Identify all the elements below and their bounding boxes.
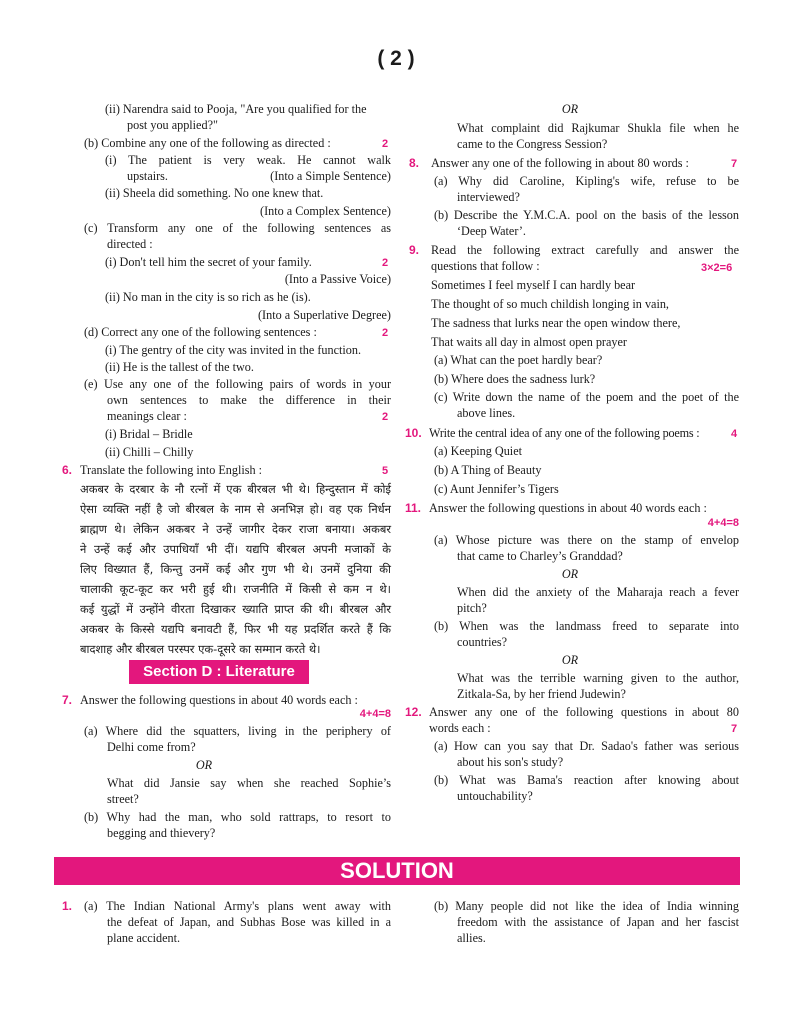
q5-c-ii: (ii) No man in the city is so rich as he (is). [105, 290, 311, 304]
q5-c-line1: (c) Transform any one of the following sentences as [84, 221, 391, 235]
solution-1-b-line1: (b) Many people did not like the idea of India winning [434, 899, 739, 913]
q11-a-line1: (a) Whose picture was there on the stamp of envelop [434, 533, 739, 547]
poem-line: That waits all day in almost open prayer [431, 335, 627, 349]
q11-a-or-line2: pitch? [457, 601, 487, 615]
q8-b-line2: ‘Deep Water’. [457, 224, 526, 238]
q5-b-i-line2: upstairs. [127, 169, 168, 183]
q7-or: OR [195, 758, 213, 772]
section-d-heading [129, 660, 309, 684]
q5-e-ii: (ii) Chilli – Chilly [105, 445, 194, 459]
q7-a-line1: (a) Where did the squatters, living in the periphery of [84, 724, 391, 738]
q7-marks: 4+4=8 [359, 708, 391, 720]
q5-b-ii: (ii) Sheela did something. No one knew that. [105, 186, 324, 200]
q9-line2: questions that follow : [431, 259, 540, 273]
q9-line1: Read the following extract carefully and answer the [431, 243, 739, 257]
q5-d-marks: 2 [382, 327, 389, 339]
solution-1-a-line3: plane accident. [107, 931, 181, 945]
q12-number: 12. [405, 705, 422, 719]
hindi-line: ब्राह्मण थे। लेकिन अकबर ने उन्हें जागीर देकर राजा बनाया। अकबर [80, 522, 391, 536]
q11-b-line2: countries? [457, 635, 508, 649]
q8-marks: 7 [731, 158, 738, 170]
q9-a: (a) What can the poet hardly bear? [434, 353, 603, 367]
q9-number: 9. [409, 243, 420, 257]
q12-line1: Answer any one of the following questions in about 80 [429, 705, 739, 719]
q9-marks: 3×2=6 [701, 262, 733, 274]
q5-c-i: (i) Don't tell him the secret of your family. [105, 255, 312, 269]
q12-b-line1: (b) What was Bama's reaction after knowing about [434, 773, 739, 787]
q11-marks: 4+4=8 [707, 517, 739, 529]
q5-e-i: (i) Bridal – Bridle [105, 427, 193, 441]
solution-banner [54, 857, 740, 885]
q7-a-or-line1: What did Jansie say when she reached Sophie’s [107, 776, 391, 790]
solution-1-a-line2: the defeat of Japan, and Subhas Bose was killed in a [107, 915, 391, 929]
q11-text: Answer the following questions in about 40 words each : [429, 501, 707, 515]
q5-c-marks: 2 [382, 257, 389, 269]
q5-c-line2: directed : [107, 237, 153, 251]
q5-c-ii-direction: (Into a Superlative Degree) [258, 308, 391, 322]
q10-a: (a) Keeping Quiet [434, 444, 522, 458]
q5-b-heading: (b) Combine any one of the following as directed : [84, 136, 331, 150]
q5-b-ii-direction: (Into a Complex Sentence) [260, 204, 391, 218]
q6-number: 6. [62, 463, 73, 477]
q5-b-i-line1: (i) The patient is very weak. He cannot walk [105, 153, 391, 167]
or-top: OR [561, 102, 579, 116]
poem-line: The thought of so much childish longing in vain, [431, 297, 669, 311]
q11-b-line1: (b) When was the landmass freed to separate into [434, 619, 739, 633]
q7-text: Answer the following questions in about 40 words each : [80, 693, 358, 707]
q5-b-i-direction: (Into a Simple Sentence) [270, 169, 391, 183]
hindi-line: अकबर के किस्से यद्यपि बनावटी हैं, फिर भी यह प्रदर्शित करते हैं कि [80, 622, 391, 636]
q10-number: 10. [405, 426, 422, 440]
q8-b-line1: (b) Describe the Y.M.C.A. pool on the basis of the lesson [434, 208, 739, 222]
hindi-line: लिए विख्यात हैं, किन्तु उनमें कई और गुण भी थे। उनमें दुनिया की [80, 562, 391, 576]
q5-d-heading: (d) Correct any one of the following sentences : [84, 325, 317, 339]
q11-a-line2: that came to Charley’s Granddad? [457, 549, 623, 563]
page-number: ( 2 ) [377, 47, 415, 70]
q11-or-2: OR [561, 653, 579, 667]
q11-b-or-line2: Zitkala-Sa, by her friend Judewin? [457, 687, 626, 701]
q11-or-1: OR [561, 567, 579, 581]
q7-c-or-line2: came to the Congress Session? [457, 137, 608, 151]
q7-b-line2: begging and thievery? [107, 826, 216, 840]
q10-c: (c) Aunt Jennifer’s Tigers [434, 482, 559, 496]
hindi-line: अकबर के दरबार के नौ रत्नों में एक बीरबल भी थे। हिन्दुस्तान में कोई [80, 482, 391, 496]
poem-line: The sadness that lurks near the open window there, [431, 316, 681, 330]
q11-b-or-line1: What was the terrible warning given to the author, [457, 671, 739, 685]
q12-b-line2: untouchability? [457, 789, 533, 803]
q5-c-i-direction: (Into a Passive Voice) [284, 272, 391, 286]
hindi-line: चालाकी कूट-कूट कर भरी हुई थी। राजनीति में किसी से कम न थे। [80, 582, 391, 596]
solution-1-number: 1. [62, 899, 73, 913]
solution-1-b-line3: allies. [457, 931, 486, 945]
q8-a-line2: interviewed? [457, 190, 520, 204]
q5-b-marks: 2 [382, 138, 389, 150]
q11-number: 11. [405, 501, 422, 515]
q5-e-marks: 2 [382, 411, 389, 423]
q8-text: Answer any one of the following in about 80 words : [431, 156, 689, 170]
q10-marks: 4 [731, 428, 738, 440]
hindi-line: ने उन्हें कई और उपाधियाँ भी दीं। यद्यपि बीरबल अपनी मजाकों के [80, 542, 391, 556]
q5-e-line2: own sentences to make the difference in their [107, 393, 391, 407]
q7-c-or-line1: What complaint did Rajkumar Shukla file when he [457, 121, 739, 135]
q7-a-line2: Delhi come from? [107, 740, 196, 754]
q7-b-line1: (b) Why had the man, who sold rattraps, to resort to [84, 810, 391, 824]
solution-1-a-line1: (a) The Indian National Army's plans went away with [84, 899, 391, 913]
q9-c-line2: above lines. [457, 406, 516, 420]
q8-a-line1: (a) Why did Caroline, Kipling's wife, refuse to be [434, 174, 739, 188]
q5-e-line1: (e) Use any one of the following pairs of words in your [84, 377, 391, 391]
q10-text: Write the central idea of any one of the following poems : [429, 426, 700, 440]
q9-b: (b) Where does the sadness lurk? [434, 372, 596, 386]
q5-a-ii-line1: (ii) Narendra said to Pooja, "Are you qualified for the [105, 102, 367, 116]
solution-title: SOLUTION [340, 858, 454, 883]
q7-a-or-line2: street? [107, 792, 139, 806]
q11-a-or-line1: When did the anxiety of the Maharaja reach a fever [457, 585, 739, 599]
hindi-line: ऐसा व्यक्ति नहीं है जो बीरबल के नाम से अनभिज्ञ हो। वह एक निर्धन [80, 502, 391, 516]
solution-1-b-line2: freedom with the assistance of Japan and her fascist [457, 915, 739, 929]
q6-text: Translate the following into English : [80, 463, 263, 477]
q7-number: 7. [62, 693, 73, 707]
q9-c-line1: (c) Write down the name of the poem and the poet of the [434, 390, 739, 404]
q10-b: (b) A Thing of Beauty [434, 463, 542, 477]
hindi-line: कई युद्धों में उन्होंने वीरता दिखाकर ख्याति प्राप्त की थी। बीरबल और [80, 602, 391, 616]
q6-marks: 5 [382, 465, 389, 477]
q5-a-ii-line2: post you applied?" [127, 118, 218, 132]
q5-d-i: (i) The gentry of the city was invited in the function. [105, 343, 361, 357]
hindi-line: बादशाह और बीरबल परस्पर एक-दूसरे का सम्मान करते थे। [80, 642, 321, 656]
q12-line2: words each : [429, 721, 491, 735]
q12-a-line1: (a) How can you say that Dr. Sadao's father was serious [434, 739, 739, 753]
section-d-title: Section D : Literature [143, 663, 295, 680]
q12-a-line2: about his son's study? [457, 755, 564, 769]
q5-e-line3: meanings clear : [107, 409, 187, 423]
poem-line: Sometimes I feel myself I can hardly bear [431, 278, 636, 292]
q8-number: 8. [409, 156, 420, 170]
q5-d-ii: (ii) He is the tallest of the two. [105, 360, 254, 374]
q12-marks: 7 [731, 723, 738, 735]
